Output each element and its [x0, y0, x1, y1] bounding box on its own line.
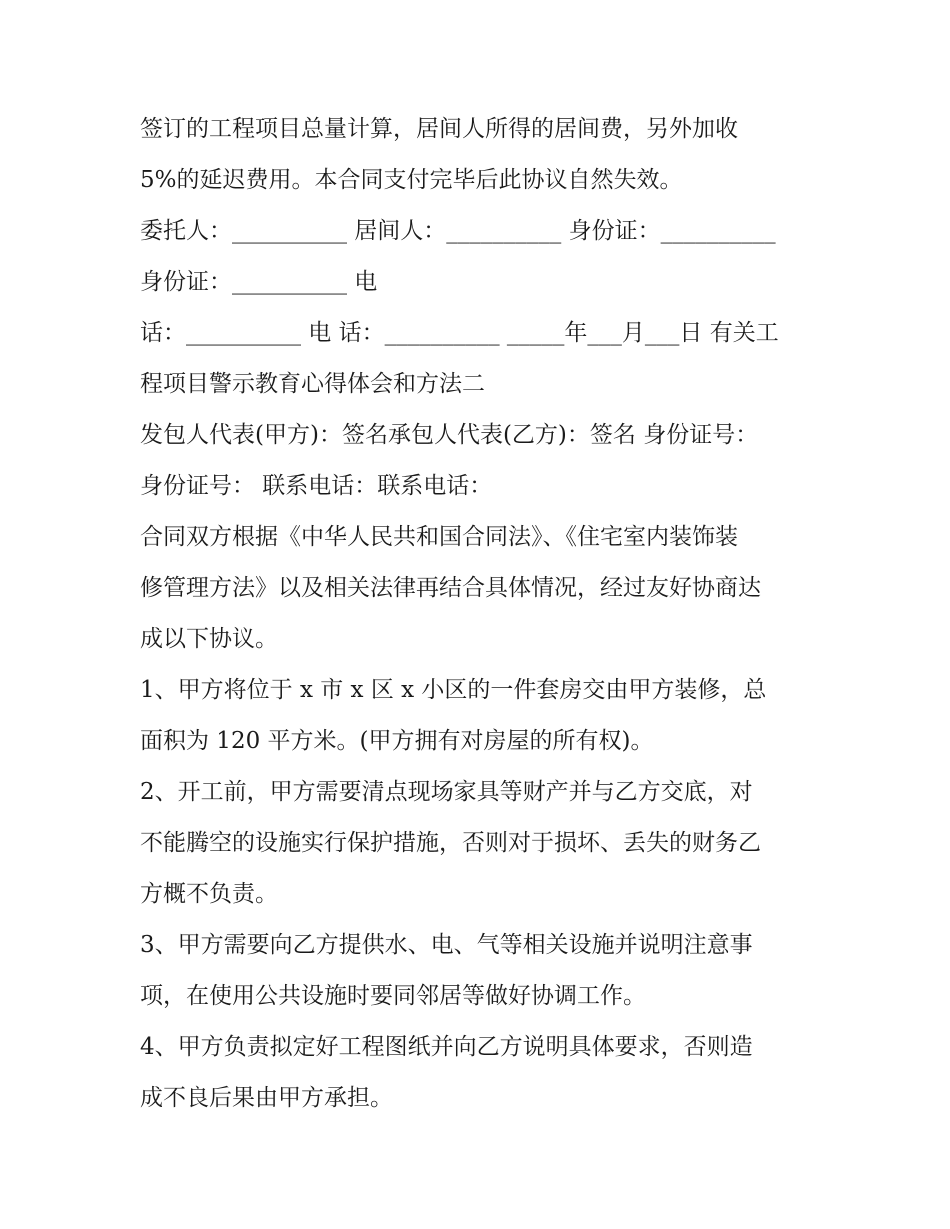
document-page: [140, 104, 820, 1124]
text-line-18: 项，在使用公共设施时要同邻居等做好协调工作。: [140, 983, 646, 1009]
text-line-7: 发包人代表(甲方)：签名承包人代表(乙方)：签名 身份证号：: [140, 422, 759, 448]
text-line-20: 成不良后果由甲方承担。: [140, 1085, 393, 1111]
text-line-2: 5%的延迟费用。本合同支付完毕后此协议自然失效。: [140, 167, 683, 193]
text-line-16: 方概不负责。: [140, 881, 278, 907]
text-line-19: 4、甲方负责拟定好工程图纸并向乙方说明具体要求，否则造: [140, 1034, 753, 1060]
text-line-10: 修管理方法》以及相关法律再结合具体情况，经过友好协商达: [140, 575, 761, 601]
text-line-9: 合同双方根据《中华人民共和国合同法》、《住宅室内装饰装: [140, 524, 738, 550]
text-line-15: 不能腾空的设施实行保护措施，否则对于损坏、丢失的财务乙: [140, 830, 761, 856]
text-line-4: 身份证：__________ 电: [140, 269, 378, 295]
text-line-6: 程项目警示教育心得体会和方法二: [140, 371, 485, 397]
text-line-3: 委托人：__________ 居间人：__________ 身份证：__________: [140, 218, 776, 244]
text-line-8: 身份证号： 联系电话：联系电话：: [140, 473, 493, 499]
text-line-11: 成以下协议。: [140, 626, 278, 652]
text-line-5: 话：__________ 电 话：__________ _____年___月___日 有关工: [140, 320, 779, 346]
text-line-1: 签订的工程项目总量计算，居间人所得的居间费，另外加收: [140, 116, 738, 142]
text-line-13: 面积为 120 平方米。(甲方拥有对房屋的所有权)。: [140, 728, 654, 754]
text-line-12: 1、甲方将位于 x 市 x 区 x 小区的一件套房交由甲方装修，总: [140, 677, 767, 703]
text-line-17: 3、甲方需要向乙方提供水、电、气等相关设施并说明注意事: [140, 932, 753, 958]
text-line-14: 2、开工前，甲方需要清点现场家具等财产并与乙方交底，对: [140, 779, 753, 805]
